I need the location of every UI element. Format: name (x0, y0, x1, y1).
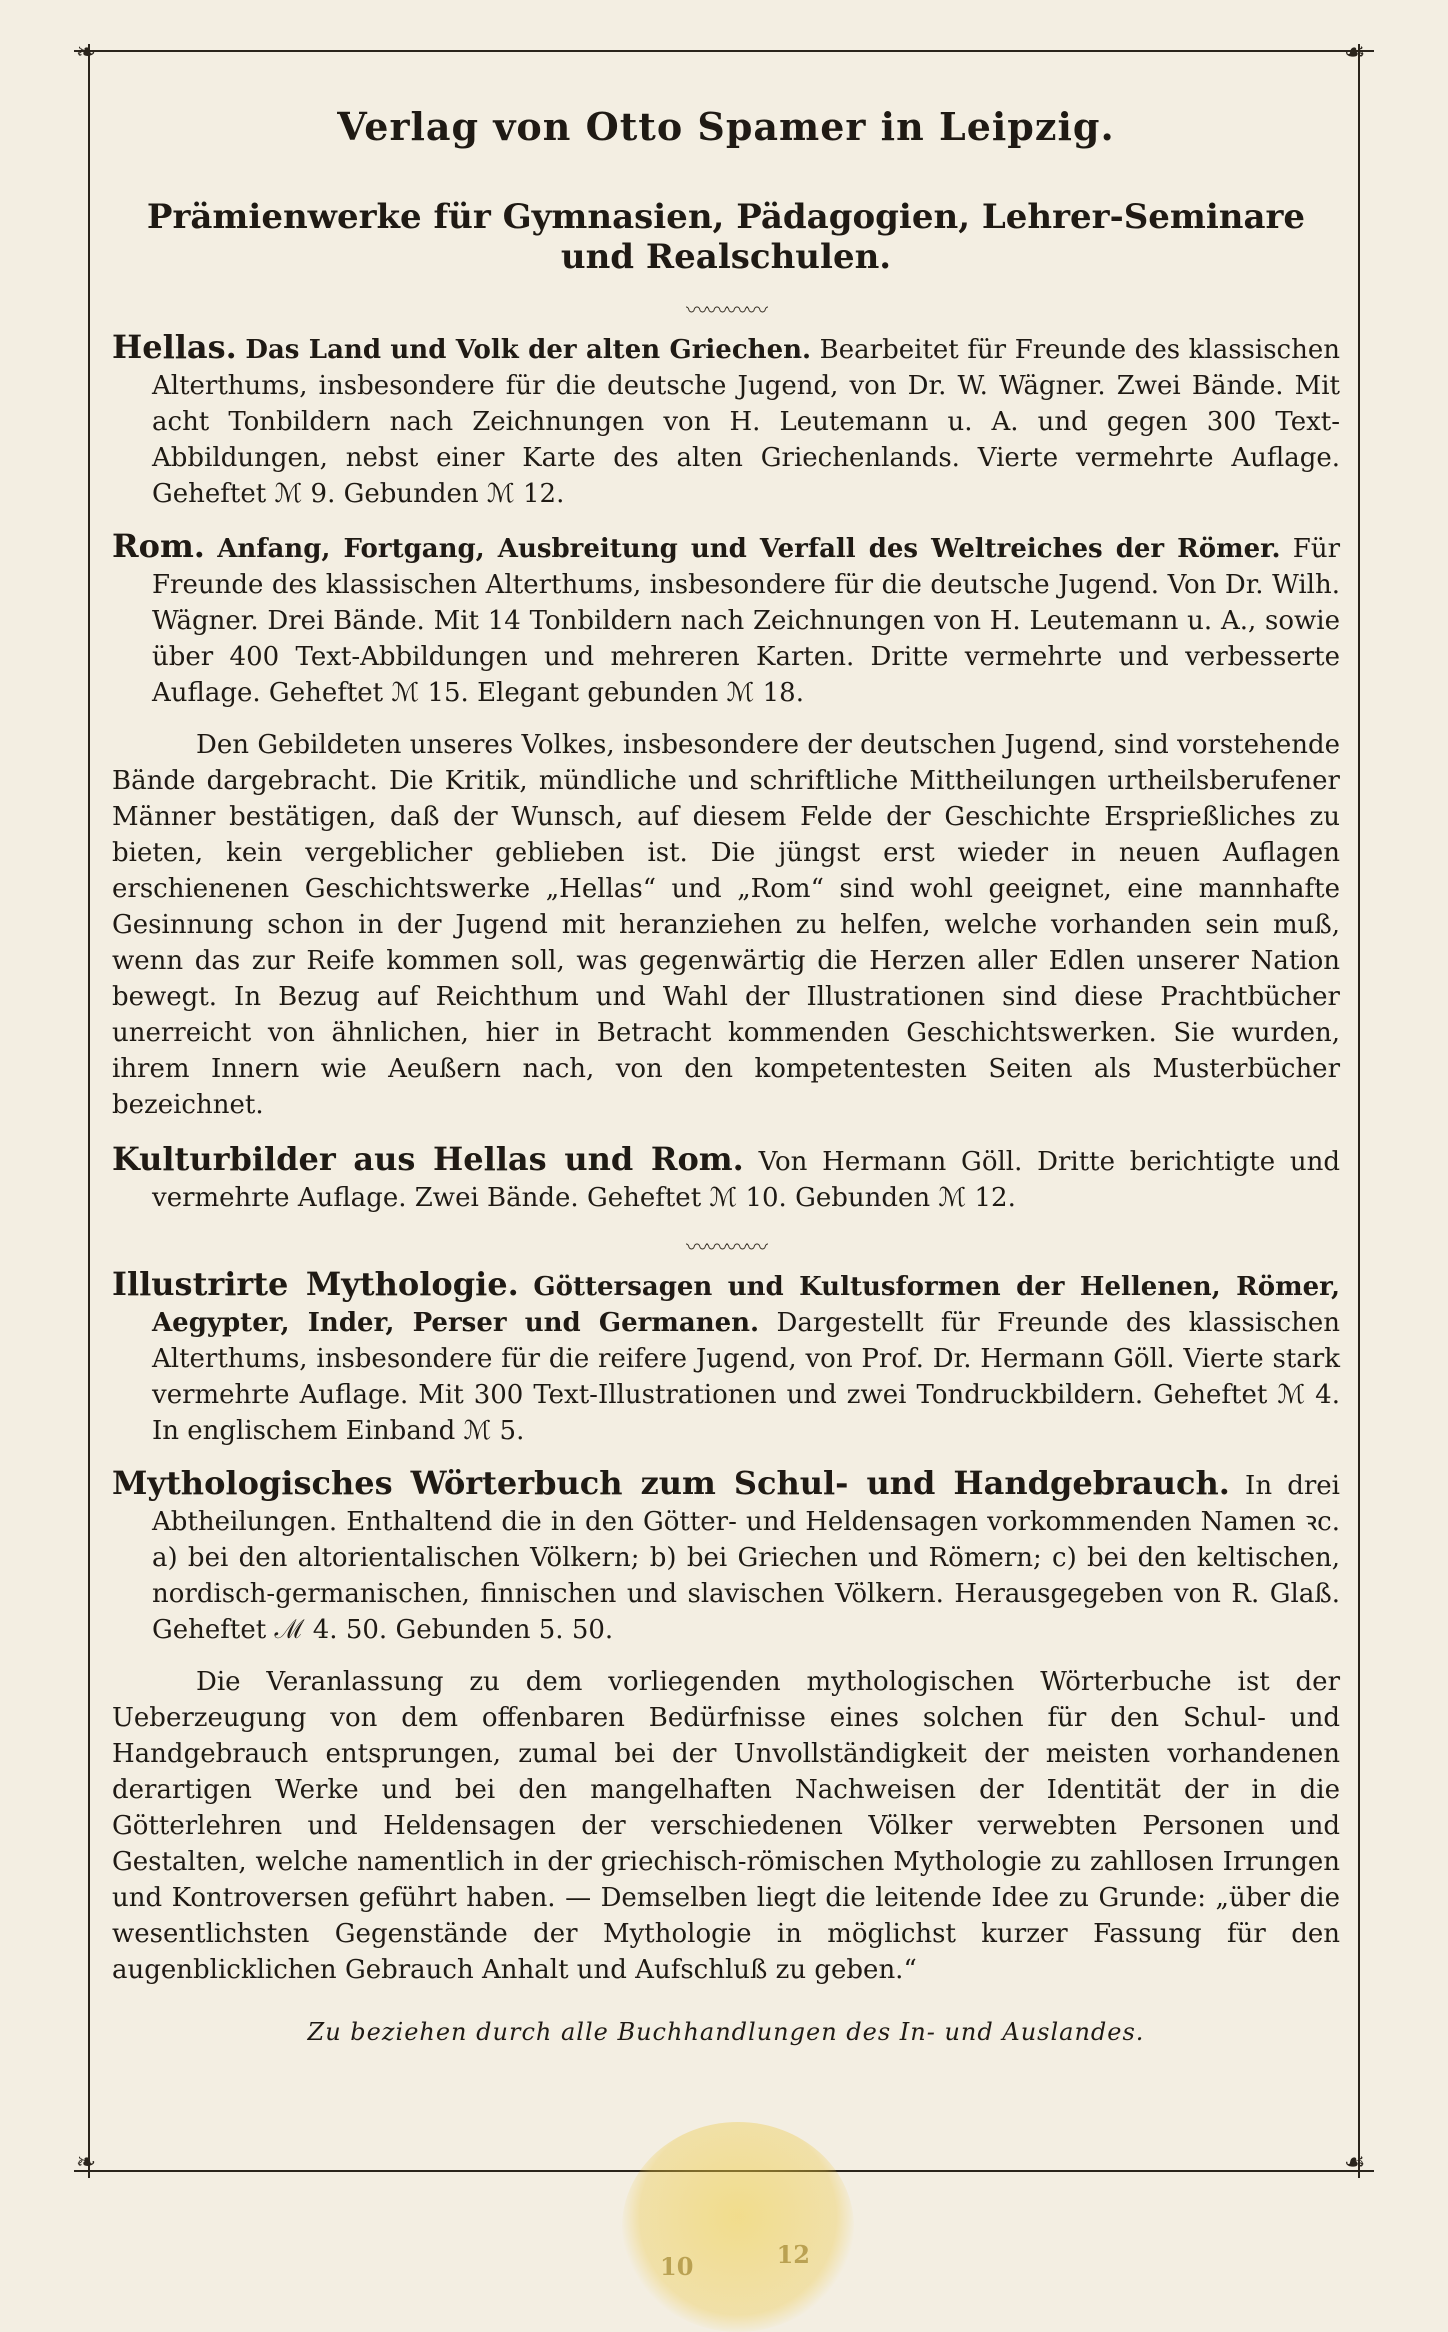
entry-title: Kulturbilder aus Hellas und Rom. (112, 1140, 744, 1178)
entry-mythologisches-woerterbuch (112, 1465, 1340, 1648)
entry-title: Hellas. (112, 328, 237, 366)
library-stamp (622, 2122, 854, 2332)
entry-rom (112, 528, 1340, 711)
entry-text: Für Freunde des klassischen Alterthums, insbesondere für die deutsche Jugend. Von Dr. Wilh. Wägner. Drei Bände. Mit 14 Tonbildern nach Zeichnungen von H. Leutemann u. A., sowie über 400 Text-Abbildungen und mehreren Karten. Dritte vermehrte und verbesserte Auflage. Geheftet ℳ 15. Elegant gebunden ℳ 18. (152, 534, 1341, 708)
entry-illustrirte-mythologie (112, 1266, 1340, 1449)
corner-ornament-bottom-right: ☙ (1344, 2148, 1366, 2176)
entry-text: Dargestellt für Freunde des klassischen Alterthums, insbesondere für die reifere Jugend, von Prof. Dr. Hermann Göll. Vierte stark vermehrte Auflage. Mit 300 Text-Illustrationen und zwei Tondruckbildern. Geheftet ℳ 4. In englischem Einband ℳ 5. (152, 1308, 1340, 1446)
entry-hellas (112, 329, 1340, 512)
entry-title: Rom. (112, 527, 205, 565)
entry-subtitle: Göttersagen und Kultusformen der Hellenen, Römer, Aegypter, Inder, Perser und Germanen. (152, 1272, 1340, 1338)
corner-ornament-bottom-left: ❧ (76, 2148, 97, 2176)
stamp-right-number: 12 (776, 2240, 810, 2269)
divider-ornament: 〰〰〰〰 (685, 299, 766, 324)
entry-text: Von Hermann Göll. Dritte berichtigte und vermehrte Auflage. Zwei Bände. Geheftet ℳ 10. Gebunden ℳ 12. (152, 1147, 1341, 1213)
page-content (112, 92, 1340, 2046)
corner-ornament-top-left: ❧ (76, 38, 97, 66)
divider-ornament: 〰〰〰〰 (685, 1236, 766, 1261)
corner-ornament-top-right: ☙ (1344, 38, 1366, 66)
publisher-heading: Verlag von Otto Spamer in Leipzig. (337, 104, 1115, 149)
entry-text: In drei Abtheilungen. Enthaltend die in den Götter- und Heldensagen vorkommenden Namen ꝛc. a) bei den altorientalischen Völkern; b) bei Griechen und Römern; c) bei den keltischen, nordisch-germanischen, finnischen und slavischen Völkern. Herausgegeben von R. Glaß. Geheftet ℳ 4. 50. Gebunden 5. 50. (152, 1471, 1340, 1645)
paragraph-mythology-note: Die Veranlassung zu dem vorliegenden mythologischen Wörterbuche ist der Ueberzeugung von dem offenbaren Bedürfnisse eines solchen für den Schul- und Handgebrauch entsprungen, zumal bei der Unvollständigkeit der meisten vorhandenen derartigen Werke und bei den mangelhaften Nachweisen der Identität der in die Götterlehren und Heldensagen der verschiedenen Völker verwebten Personen und Gestalten, welche namentlich in der griechisch-römischen Mythologie zu zahllosen Irrungen und Kontroversen geführt haben. — Demselben liegt die leitende Idee zu Grunde: „über die wesentlichsten Gegenstände der Mythologie in möglichst kurzer Fassung für den augenblicklichen Gebrauch Anhalt und Aufschluß zu geben.“ (112, 1667, 1340, 1985)
stamp-left-number: 10 (660, 2252, 694, 2281)
series-heading: Prämienwerke für Gymnasien, Pädagogien, Lehrer-Seminare und Realschulen. (146, 197, 1306, 277)
entry-title: Illustrirte Mythologie. (112, 1265, 519, 1303)
footer-distribution-note: Zu beziehen durch alle Buchhandlungen des In- und Auslandes. (307, 2018, 1145, 2046)
entry-title: Mythologisches Wörterbuch zum Schul- und Handgebrauch. (112, 1464, 1230, 1502)
entry-text: Bearbeitet für Freunde des klassischen Alterthums, insbesondere für die deutsche Jugend, von Dr. W. Wägner. Zwei Bände. Mit acht Tonbildern nach Zeichnungen von H. Leutemann u. A. und gegen 300 Text-Abbildungen, nebst einer Karte des alten Griechenlands. Vierte vermehrte Auflage. Geheftet ℳ 9. Gebunden ℳ 12. (152, 335, 1340, 509)
paragraph-rom-note: Den Gebildeten unseres Volkes, insbesondere der deutschen Jugend, sind vorstehende Bände dargebracht. Die Kritik, mündliche und schriftliche Mittheilungen urtheilsberufener Männer bestätigen, daß der Wunsch, auf diesem Felde der Geschichte Ersprießliches zu bieten, kein vergeblicher geblieben ist. Die jüngst erst wieder in neuen Auflagen erschienenen Geschichtswerke „Hellas“ und „Rom“ sind wohl geeignet, eine mannhafte Gesinnung schon in der Jugend mit heranziehen zu helfen, welche vorhanden sein muß, wenn das zur Reife kommen soll, was gegenwärtig die Herzen aller Edlen unserer Nation bewegt. In Bezug auf Reichthum und Wahl der Illustrationen sind diese Prachtbücher unerreicht von ähnlichen, hier in Betracht kommenden Geschichtswerken. Sie wurden, ihrem Innern wie Aeußern nach, von den kompetentesten Seiten als Musterbücher bezeichnet. (112, 730, 1340, 1120)
entry-kulturbilder (112, 1141, 1340, 1216)
entry-subtitle: Anfang, Fortgang, Ausbreitung und Verfall des Weltreiches der Römer. (217, 534, 1281, 564)
entry-subtitle: Das Land und Volk der alten Griechen. (245, 335, 812, 365)
